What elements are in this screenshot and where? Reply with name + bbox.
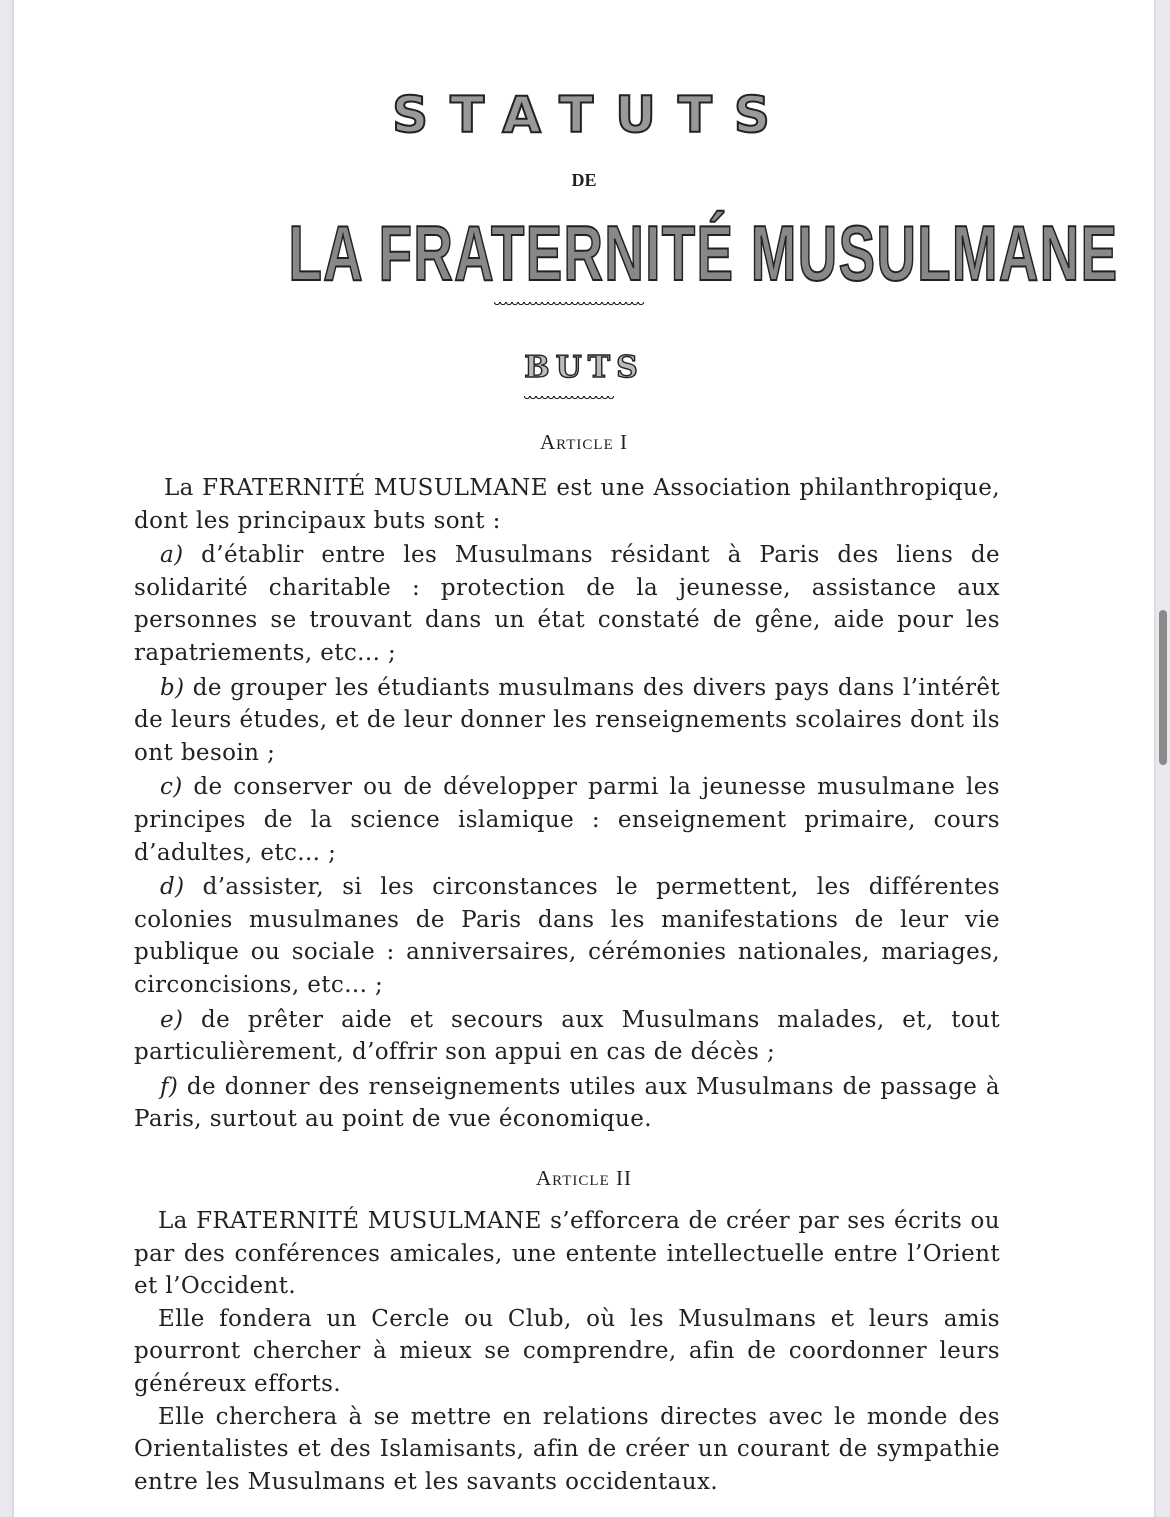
scrollbar-track[interactable] xyxy=(1154,0,1170,1517)
article-1-body xyxy=(134,472,1000,1136)
title-statuts: STATUTS xyxy=(392,86,792,144)
decorative-wave-divider xyxy=(494,302,644,308)
list-item-c xyxy=(134,771,1000,869)
viewer-left-edge xyxy=(0,0,14,1517)
organization-title: LA FRATERNITÉ MUSULMANE xyxy=(288,209,1119,297)
article-2-paragraph: La FRATERNITÉ MUSULMANE s’efforcera de créer par ses écrits ou par des conférences amicales, une entente intellectuelle entre l’Orient et l’Occident. xyxy=(134,1208,1000,1300)
list-item-f xyxy=(134,1071,1000,1136)
item-letter: d) xyxy=(160,874,185,901)
item-text: de conserver ou de développer parmi la jeunesse musulmane les principes de la science islamique : enseignement primaire, cours d’adultes, etc... ; xyxy=(134,774,1000,866)
list-item-b xyxy=(134,672,1000,770)
item-text: d’établir entre les Musulmans résidant à Paris des liens de solidarité charitable : protection de la jeunesse, assistance aux personnes se trouvant dans un état constaté de gêne, aide pour les rapatriements, etc... ; xyxy=(134,542,1000,666)
scrollbar-thumb[interactable] xyxy=(1159,610,1167,765)
item-text: de donner des renseignements utiles aux Musulmans de passage à Paris, surtout au point de vue économique. xyxy=(134,1073,1000,1133)
article-2-heading: Article II xyxy=(536,1166,632,1190)
list-item-e xyxy=(134,1004,1000,1069)
document-page xyxy=(14,0,1154,1517)
item-letter: b) xyxy=(160,674,185,701)
decorative-wave-divider xyxy=(524,396,614,402)
item-text: de prêter aide et secours aux Musulmans malades, et, tout particulièrement, d’offrir son appui en cas de décès ; xyxy=(134,1006,1000,1066)
list-item-a xyxy=(134,539,1000,669)
item-letter: f) xyxy=(160,1073,179,1100)
article-1-intro: La FRATERNITÉ MUSULMANE est une Association philanthropique, dont les principaux buts sont : xyxy=(134,475,1000,534)
item-letter: c) xyxy=(160,774,183,801)
item-letter: a) xyxy=(160,542,184,569)
item-letter: e) xyxy=(160,1006,184,1033)
title-de: DE xyxy=(571,170,597,190)
article-2-paragraph: Elle fondera un Cercle ou Club, où les Musulmans et leurs amis pourront chercher à mieux se comprendre, afin de coordonner leurs généreux efforts. xyxy=(134,1305,1000,1397)
article-1-heading: Article I xyxy=(539,430,628,454)
article-2-body xyxy=(134,1205,1000,1498)
section-title-buts: BUTS xyxy=(524,350,644,385)
list-item-d xyxy=(134,871,1000,1001)
item-text: de grouper les étudiants musulmans des divers pays dans l’intérêt de leurs études, et de leur donner les renseignements scolaires dont ils ont besoin ; xyxy=(134,674,1000,766)
article-2-paragraph: Elle cherchera à se mettre en relations directes avec le monde des Orientalistes et des Islamisants, afin de créer un courant de sympathie entre les Musulmans et les savants occidentaux. xyxy=(134,1403,1000,1495)
item-text: d’assister, si les circonstances le permettent, les différentes colonies musulmanes de Paris dans les manifestations de leur vie publique ou sociale : anniversaires, cérémonies nationales, mariages, circoncisions, etc... ; xyxy=(134,874,1000,998)
